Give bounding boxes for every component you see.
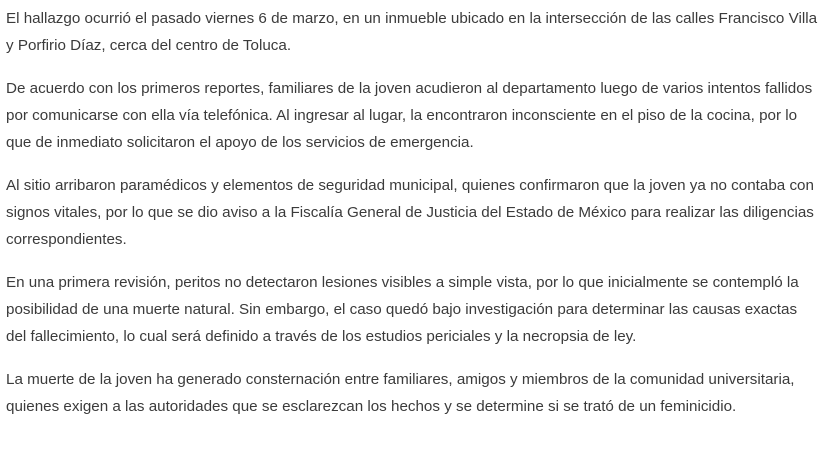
article-paragraph: La muerte de la joven ha generado consternación entre familiares, amigos y miembros de la comunidad universitaria, quienes exigen a las autoridades que se esclarezcan los hechos y se determine si se trató de un feminicidio. bbox=[6, 371, 795, 415]
article-paragraph: En una primera revisión, peritos no detectaron lesiones visibles a simple vista, por lo que inicialmente se contempló la posibilidad de una muerte natural. Sin embargo, el caso quedó bajo investigación para determinar las causas exactas del fallecimiento, lo cual será definido a través de los estudios periciales y la necropsia de ley. bbox=[6, 274, 799, 345]
article-paragraph: De acuerdo con los primeros reportes, familiares de la joven acudieron al departamento luego de varios intentos fallidos por comunicarse con ella vía telefónica. Al ingresar al lugar, la encontraron inconsciente en el piso de la cocina, por lo que de inmediato solicitaron el apoyo de los servicios de emergencia. bbox=[6, 80, 813, 151]
article-paragraph: Al sitio arribaron paramédicos y elementos de seguridad municipal, quienes confirmaron que la joven ya no contaba con signos vitales, por lo que se dio aviso a la Fiscalía General de Justicia del Estado de México para realizar las diligencias correspondientes. bbox=[6, 177, 814, 248]
article-paragraph: El hallazgo ocurrió el pasado viernes 6 de marzo, en un inmueble ubicado en la intersección de las calles Francisco Villa y Porfirio Díaz, cerca del centro de Toluca. bbox=[6, 10, 818, 54]
article-body bbox=[6, 0, 818, 420]
